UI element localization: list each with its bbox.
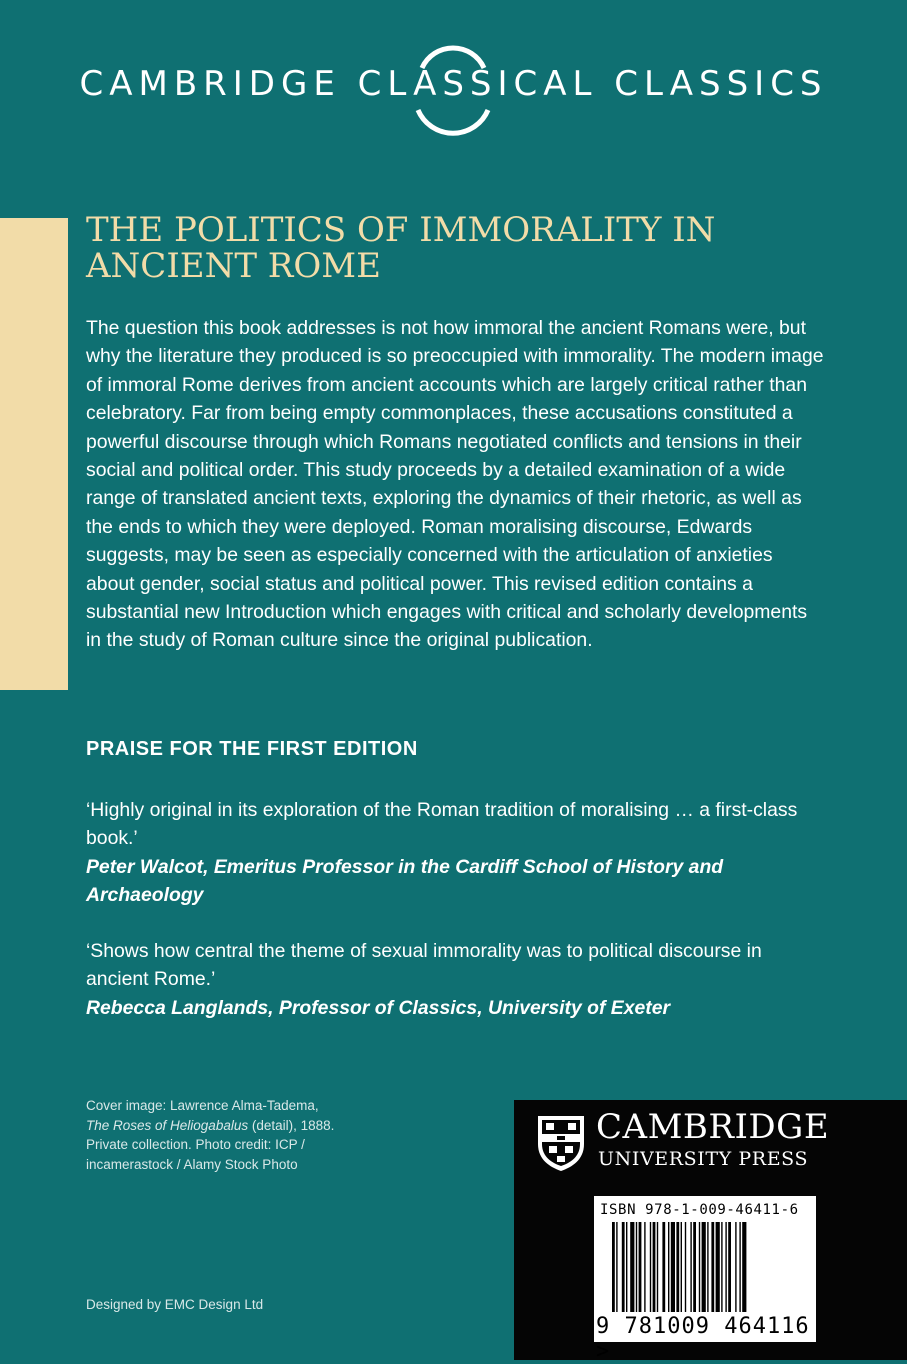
barcode-bars bbox=[594, 1222, 816, 1316]
barcode-bar bbox=[653, 1222, 656, 1312]
book-title: THE POLITICS OF IMMORALITY IN ANCIENT ROME bbox=[86, 210, 716, 286]
barcode-bar bbox=[630, 1222, 634, 1312]
barcode-bar bbox=[742, 1222, 746, 1312]
series-heading: CAMBRIDGE CLASSICAL CLASSICS bbox=[79, 64, 828, 104]
quote-text: ‘Highly original in its exploration of the Roman tradition of moralising … a first-class book.’ bbox=[86, 799, 798, 850]
barcode-bar bbox=[622, 1222, 625, 1312]
publisher-box bbox=[514, 1100, 907, 1364]
barcode-bar bbox=[711, 1222, 714, 1312]
painting-title: The Roses of Heliogabalus bbox=[86, 1117, 249, 1133]
praise-heading: PRAISE FOR THE FIRST EDITION bbox=[86, 738, 418, 760]
publisher-name: CAMBRIDGE bbox=[596, 1107, 830, 1147]
barcode-bar bbox=[616, 1222, 617, 1312]
barcode-bar bbox=[657, 1222, 658, 1312]
barcode-bar bbox=[728, 1222, 731, 1312]
university-crest-icon bbox=[536, 1114, 586, 1172]
isbn-barcode bbox=[594, 1196, 816, 1364]
barcode-bar bbox=[721, 1222, 722, 1312]
barcode-bar bbox=[690, 1222, 691, 1312]
barcode-bar bbox=[644, 1222, 645, 1312]
barcode-bar bbox=[685, 1222, 686, 1312]
praise-quote bbox=[86, 937, 826, 1022]
barcode-bar bbox=[725, 1222, 726, 1312]
barcode-bar bbox=[626, 1222, 627, 1312]
barcode-bar bbox=[636, 1222, 637, 1312]
quote-attribution: Rebecca Langlands, Professor of Classics, University of Exeter bbox=[86, 996, 671, 1019]
series-arc-logo bbox=[408, 40, 498, 140]
isbn-label: ISBN 978-1-009-46411-6 bbox=[600, 1202, 799, 1218]
accent-stripe bbox=[0, 218, 68, 690]
barcode-bar bbox=[716, 1222, 720, 1312]
credit-line: incamerastock / Alamy Stock Photo bbox=[86, 1156, 298, 1172]
cover-image-credit bbox=[86, 1096, 386, 1174]
credit-detail: (detail), 1888. bbox=[248, 1117, 335, 1133]
ean-digits: 9 781009 464116 > bbox=[596, 1314, 810, 1364]
barcode-bar bbox=[735, 1222, 736, 1312]
barcode-bar bbox=[739, 1222, 740, 1312]
barcode-bar bbox=[612, 1222, 615, 1312]
credit-line: Private collection. Photo credit: ICP / bbox=[86, 1137, 305, 1152]
barcode-bar bbox=[639, 1222, 642, 1312]
barcode-bar bbox=[676, 1222, 679, 1312]
publisher-subname: UNIVERSITY PRESS bbox=[598, 1148, 809, 1170]
barcode-bar bbox=[668, 1222, 669, 1312]
barcode-bar bbox=[662, 1222, 665, 1312]
designer-credit: Designed by EMC Design Ltd bbox=[86, 1297, 264, 1312]
barcode-bar bbox=[699, 1222, 700, 1312]
book-blurb: The question this book addresses is not how immoral the ancient Romans were, but why the literature they produced is so preoccupied with immorality. The modern image of immoral Rome derives from ancient accounts which are largely critical rather than celebratory. Far from being empty commonplaces, these accusations constituted a powerful discourse through which Romans negotiated conflicts and tensions in their social and political order. This study proceeds by a detailed examination of a wide range of translated ancient texts, exploring the dynamics of their rhetoric, as well as the ends to which they were deployed. Roman moralising discourse, Edwards suggests, may be seen as especially concerned with the articulation of anxieties about gender, social status and political power. This revised edition contains a substantial new Introduction which engages with critical and scholarly developments in the study of Roman culture since the original publication. bbox=[86, 317, 824, 652]
barcode-bar bbox=[702, 1222, 706, 1312]
credit-line bbox=[86, 1116, 386, 1136]
barcode-bar bbox=[650, 1222, 651, 1312]
barcode-bar bbox=[681, 1222, 682, 1312]
barcode-bar bbox=[707, 1222, 708, 1312]
credit-line: Cover image: Lawrence Alma-Tadema, bbox=[86, 1098, 319, 1113]
barcode-bar bbox=[693, 1222, 696, 1312]
barcode-bar bbox=[671, 1222, 675, 1312]
quote-text: ‘Shows how central the theme of sexual immorality was to political discourse in ancient Rome.’ bbox=[86, 940, 762, 991]
quote-attribution: Peter Walcot, Emeritus Professor in the Cardiff School of History and Archaeology bbox=[86, 855, 724, 907]
praise-quote bbox=[86, 796, 826, 910]
